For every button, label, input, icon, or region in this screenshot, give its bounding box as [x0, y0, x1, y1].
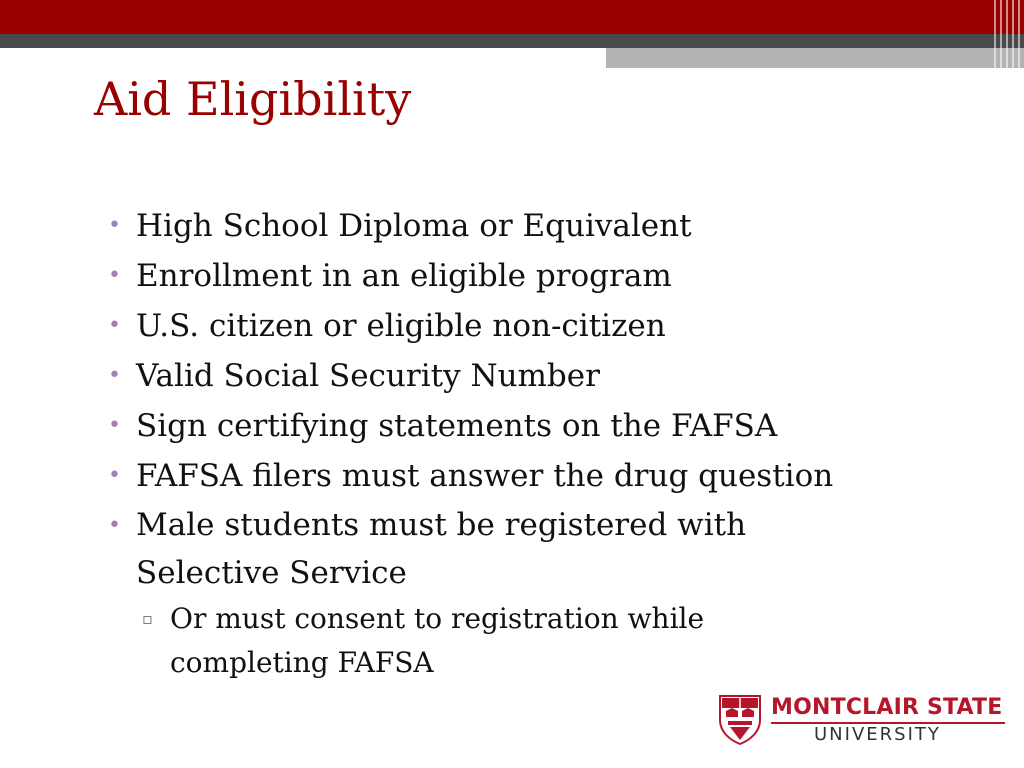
bullet-item [108, 451, 988, 501]
bullet-item [108, 401, 988, 451]
bullet-text: U.S. citizen or eligible non-citizen [136, 308, 666, 344]
bullet-dot-icon: • [108, 513, 121, 538]
university-logo [718, 694, 1008, 750]
logo-name-line1: MONTCLAIR STATE [771, 695, 1003, 720]
bullet-dot-icon: • [108, 263, 121, 288]
bullet-text: Enrollment in an eligible program [136, 258, 672, 294]
bullet-dot-icon: • [108, 363, 121, 388]
bullet-dot-icon: • [108, 463, 121, 488]
square-bullet-icon: ▫ [142, 609, 153, 628]
bullet-item [108, 501, 836, 685]
bullet-dot-icon: • [108, 213, 121, 238]
header-red-bar [0, 0, 1024, 34]
bullet-dot-icon: • [108, 313, 121, 338]
sub-bullet-text: Or must consent to registration while completing FAFSA [170, 602, 705, 679]
bullet-dot-icon: • [108, 413, 121, 438]
slide-title: Aid Eligibility [94, 72, 412, 126]
university-shield-icon [718, 694, 762, 746]
bullet-text: Sign certifying statements on the FAFSA [136, 408, 778, 444]
bullet-text: Valid Social Security Number [136, 358, 600, 394]
bullet-item [108, 251, 988, 301]
sub-bullet-item [136, 597, 810, 685]
bullet-text: FAFSA filers must answer the drug question [136, 458, 834, 494]
bullet-item [108, 351, 988, 401]
logo-name-line2: UNIVERSITY [814, 724, 941, 745]
bullet-item [108, 301, 988, 351]
header-gray-bar [606, 48, 1024, 68]
header-stripes [994, 0, 1024, 68]
bullet-text: Male students must be registered with Selective Service [136, 507, 747, 591]
bullet-text: High School Diploma or Equivalent [136, 208, 692, 244]
sub-bullet-list [136, 597, 836, 685]
header-dark-bar [0, 34, 1024, 48]
bullet-item [108, 201, 988, 251]
bullet-list [108, 201, 988, 685]
